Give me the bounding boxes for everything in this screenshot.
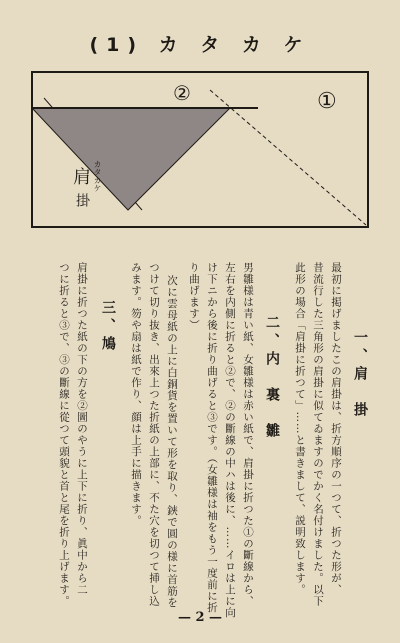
shoulder-wrap-diagram bbox=[30, 70, 372, 236]
step-1-label: ① bbox=[317, 89, 337, 114]
section-3-heading: 三、鳩 bbox=[100, 300, 116, 354]
section-1-heading: 一、肩 掛 bbox=[352, 330, 368, 420]
folded-triangle bbox=[32, 108, 230, 210]
side-label-ruby: カタカケ bbox=[93, 160, 102, 192]
section-1-line-1: 最初に掲げましたこの肩掛は、折方順序の一つて、折つた形が、 bbox=[330, 262, 342, 596]
side-label-main: 肩 bbox=[70, 167, 91, 186]
section-3-line-1: 肩掛に折つた紙の下の方を②圖のやうに上下に折り、眞中から二 bbox=[76, 262, 88, 596]
page-title: (1) カ タ カ ケ bbox=[89, 34, 311, 56]
section-2-line-1: 男雛様は青い紙、女雛様は赤い紙で、肩掛に折つた①の斷線から、 bbox=[242, 262, 254, 607]
step-2-label: ② bbox=[173, 81, 191, 105]
fold-line-dashed bbox=[210, 90, 366, 225]
section-1-line-2: 昔流行した三角形の肩掛に似てゐますのでかく名付けました。以下 bbox=[312, 262, 324, 607]
section-2-line-7: みます。笏や扇は紙で作り、顔は上手に描きます。 bbox=[130, 262, 142, 527]
section-2-line-2: 左右を内側に折ると②で、②の斷線の中ハは後に、……イロは上に向 bbox=[224, 262, 236, 619]
section-2-line-6: つけて切り抜き、出來上つた折紙の上部に、不た穴を切つて挿し込 bbox=[148, 262, 160, 607]
section-2-heading: 二、内 裏 雛 bbox=[264, 315, 280, 441]
section-3-line-2: つに折ると③で、③の斷線に從つて頭貌と首と尾を折り上げます。 bbox=[58, 262, 70, 607]
section-2-line-5: 次に雲母紙の上に白銅貨を置いて形を取り、鋏で圓の様に首筋を bbox=[166, 275, 178, 609]
section-2-line-4: り曲げます） bbox=[188, 262, 200, 331]
section-1-line-3: 此形の場合「肩掛に折つて」……と書きまして、説明致します。 bbox=[294, 262, 306, 596]
side-label-sub: 掛 bbox=[74, 193, 90, 208]
page-number: — 2 — bbox=[177, 610, 223, 625]
section-2-line-3: け下ニから後に折り曲げると③です。（女雛様は袖をもう一度前に折 bbox=[206, 262, 218, 614]
